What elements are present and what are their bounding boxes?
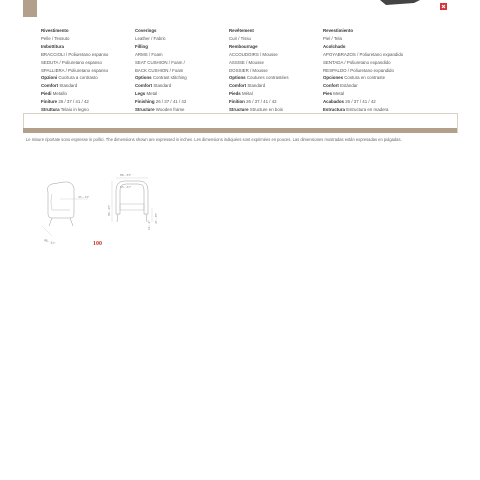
spec-value: 26 / 37 / 41 / 42 bbox=[58, 99, 89, 105]
spec-row bbox=[323, 67, 418, 75]
spec-value: BACK CUSHION / Foam bbox=[135, 67, 184, 73]
spec-value: Metallo bbox=[52, 91, 67, 97]
spec-label: Comfort bbox=[229, 83, 247, 89]
arm-gap-label: 12 - 4" bbox=[147, 220, 151, 230]
spec-row bbox=[229, 74, 324, 82]
spec-row bbox=[323, 51, 418, 59]
spec-label: Comfort bbox=[135, 83, 153, 89]
spec-row bbox=[135, 90, 230, 98]
spec-value: SEDUTA / Poliuretano espanso bbox=[41, 59, 102, 65]
spec-row bbox=[41, 90, 136, 98]
spec-row bbox=[229, 51, 324, 59]
spec-value: Costura en contraste bbox=[344, 75, 386, 81]
width-total-label: 86 - 33" bbox=[120, 173, 132, 177]
spec-row bbox=[323, 43, 418, 51]
spec-label: Filling bbox=[135, 43, 148, 49]
model-number-label: 100 bbox=[93, 241, 102, 247]
section-divider-bar bbox=[23, 128, 457, 133]
spec-row bbox=[229, 67, 324, 75]
spec-row bbox=[323, 35, 418, 43]
spec-value: Cuir / Tissu bbox=[229, 35, 251, 41]
spec-row bbox=[41, 59, 136, 67]
spec-value: 26 / 37 / 41 / 42 bbox=[155, 99, 187, 105]
spec-value: Piel / Tela bbox=[323, 35, 342, 41]
spec-title: Revêtement bbox=[229, 28, 254, 33]
spec-row bbox=[323, 98, 418, 106]
spec-label: Legs bbox=[135, 91, 146, 97]
spec-row bbox=[135, 98, 230, 106]
spec-value: Estándar bbox=[340, 83, 358, 89]
spec-label: Imbottitura bbox=[41, 43, 64, 49]
height-label: 90 - 35" bbox=[107, 204, 111, 216]
depth-top-label: 35 - 13" bbox=[78, 195, 90, 199]
spec-row bbox=[229, 90, 324, 98]
spec-value: RESPALDO / Poliuretano expandido bbox=[323, 67, 394, 73]
spec-row bbox=[229, 82, 324, 90]
spec-label: Opciones bbox=[323, 75, 344, 81]
spec-value: SPALLIERA / Poliuretano espanso bbox=[41, 67, 109, 73]
spec-label: Structure bbox=[229, 107, 249, 113]
spec-value: DOSSIER / Mousse bbox=[229, 67, 268, 73]
spec-row bbox=[135, 67, 230, 75]
spec-row bbox=[41, 35, 136, 43]
spec-label: Confort bbox=[323, 83, 339, 89]
spec-label: Estructura bbox=[323, 107, 345, 113]
spec-label: Struttura bbox=[41, 107, 60, 113]
spec-row bbox=[41, 98, 136, 106]
spec-label: Acabados bbox=[323, 99, 344, 105]
spec-row bbox=[323, 59, 418, 67]
spec-value: 26 / 37 / 41 / 42 bbox=[246, 99, 277, 105]
spec-value: Standard bbox=[247, 83, 266, 89]
spec-row bbox=[41, 82, 136, 90]
product-photo-fragment bbox=[380, 0, 420, 5]
spec-label: Finition bbox=[229, 99, 245, 105]
spec-title: Coverings bbox=[135, 28, 157, 33]
spec-value: Telaio in legno bbox=[60, 107, 89, 113]
spec-value: Coutures contrastées bbox=[246, 75, 289, 81]
spec-row bbox=[229, 35, 324, 43]
spec-label: Rembourrage bbox=[229, 43, 258, 49]
spec-value: Estructura en madera bbox=[346, 107, 389, 113]
spec-value: Pelle / Tessuto bbox=[41, 35, 70, 41]
header-accent-block bbox=[23, 0, 37, 17]
spec-label: Piedi bbox=[41, 91, 52, 97]
spec-row bbox=[323, 82, 418, 90]
armchair-technical-drawing bbox=[36, 164, 186, 254]
spec-value: Standard bbox=[153, 83, 172, 89]
spec-row bbox=[41, 67, 136, 75]
seat-height-label: 47 - 18" bbox=[154, 212, 158, 224]
spec-value: Standard bbox=[59, 83, 78, 89]
spec-value: Metal bbox=[146, 91, 158, 97]
spec-value: Contrast stitching bbox=[152, 75, 187, 81]
spec-value: Structure en bois bbox=[249, 107, 283, 113]
spec-value: ASSISE / Mousse bbox=[229, 59, 264, 65]
spec-row bbox=[41, 74, 136, 82]
spec-label: Options bbox=[135, 75, 152, 81]
spec-label: Finishing bbox=[135, 99, 155, 105]
spec-row bbox=[229, 43, 324, 51]
spec-value: BRACCIOLI / Poliuretano espanso bbox=[41, 51, 109, 57]
spec-row bbox=[135, 51, 230, 59]
spec-row bbox=[135, 59, 230, 67]
spec-column-french bbox=[229, 27, 324, 114]
spec-value: SEAT CUSHION / Foam / bbox=[135, 59, 185, 65]
spec-value: Wooden frame bbox=[155, 107, 185, 113]
dimensions-note: Le misure riportate sono espresse in pollici. The dimensions shown are expressed in inches. Les dimensions indiquées sont exprimées en pouces. Las dimensiones mostradas están expresadas en pulgadas. bbox=[26, 137, 402, 142]
spec-value: 26 / 37 / 41 / 42 bbox=[345, 99, 376, 105]
spec-label: Comfort bbox=[41, 83, 59, 89]
spec-value: ARMS / Foam bbox=[135, 51, 163, 57]
red-brand-logo-icon bbox=[437, 0, 450, 13]
spec-value: Metal bbox=[333, 91, 345, 97]
spec-row bbox=[229, 59, 324, 67]
spec-row bbox=[135, 82, 230, 90]
spec-label: Structure bbox=[135, 107, 155, 113]
spec-row bbox=[41, 43, 136, 51]
spec-label: Pieds bbox=[229, 91, 241, 97]
depth-label: 86 - 33" bbox=[43, 238, 56, 246]
spec-row bbox=[135, 43, 230, 51]
spec-row bbox=[135, 74, 230, 82]
spec-label: Pies bbox=[323, 91, 333, 97]
spec-label: Opzioni bbox=[41, 75, 58, 81]
spec-label: Options bbox=[229, 75, 246, 81]
spec-row bbox=[229, 98, 324, 106]
spec-label: Acolchado bbox=[323, 43, 346, 49]
spec-value: Cucitura a contrasto bbox=[58, 75, 98, 81]
spec-value: ACCOUDOIRS / Mousse bbox=[229, 51, 278, 57]
spec-label: Finiture bbox=[41, 99, 58, 105]
spec-column-italian bbox=[41, 27, 136, 114]
spec-value: Métal bbox=[241, 91, 253, 97]
spec-value: SENTADA / Poliuretano expandido bbox=[323, 59, 391, 65]
spec-row bbox=[323, 74, 418, 82]
spec-title: Revestimiento bbox=[323, 28, 354, 33]
spec-column-spanish bbox=[323, 27, 418, 114]
spec-row bbox=[323, 90, 418, 98]
width-inner-label: 53 - 21" bbox=[120, 185, 132, 189]
spec-row bbox=[41, 51, 136, 59]
spec-row bbox=[135, 35, 230, 43]
spec-title: Rivestimento bbox=[41, 28, 69, 33]
spec-value: APOYABRAZOS / Poliuretano expandido bbox=[323, 51, 404, 57]
spec-value: Leather / Fabric bbox=[135, 35, 166, 41]
spec-column-english bbox=[135, 27, 230, 114]
